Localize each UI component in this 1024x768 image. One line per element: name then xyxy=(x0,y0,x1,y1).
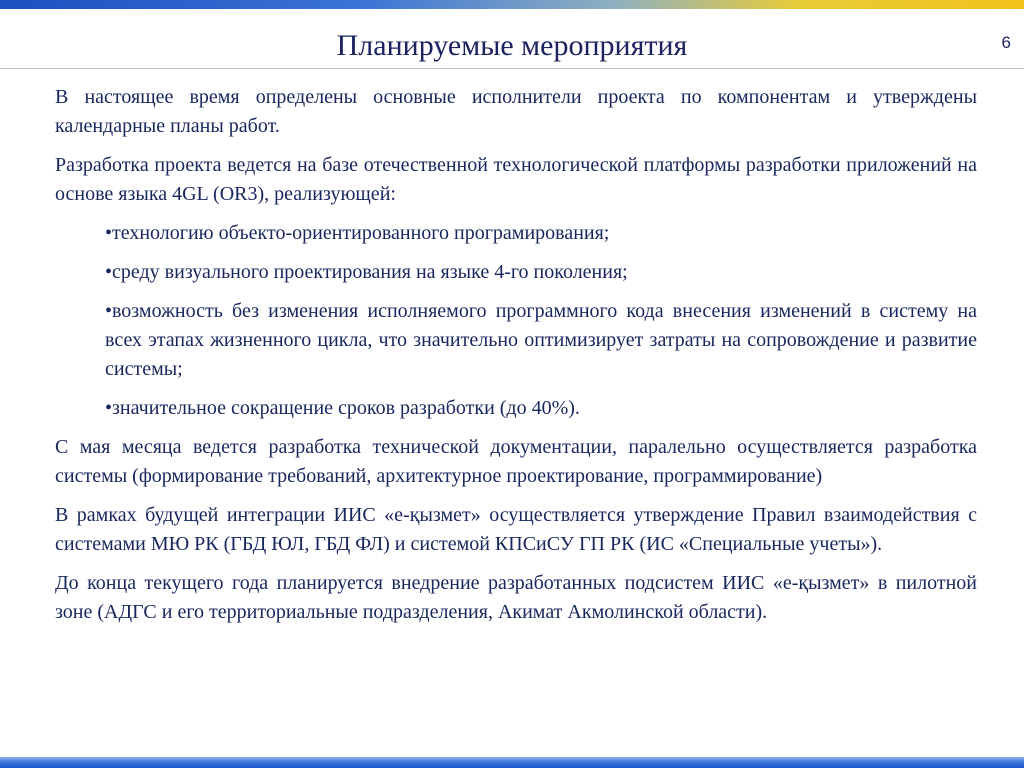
paragraph-executors: В настоящее время определены основные исполнители проекта по компонентам и утверждены календарные планы работ. xyxy=(55,86,977,137)
slide-title: Планируемые мероприятия xyxy=(336,29,688,62)
paragraph-pilot: До конца текущего года планируется внедрение разработанных подсистем ИИС «е-қызмет» в пилотной зоне (АДГС и его территориальные подразделения, Акимат Акмолинской области). xyxy=(55,572,977,623)
bullet-item: •среду визуального проектирования на языке 4-го поколения; xyxy=(105,261,628,283)
bullet-item: •возможность без изменения исполняемого программного кода внесения изменений в систему на всех этапах жизненного цикла, что значительно оптимизирует затраты на сопровождение и развитие системы; xyxy=(105,300,977,380)
slide-body xyxy=(55,83,977,637)
bottom-decorative-stripe xyxy=(0,757,1024,768)
page-number: 6 xyxy=(1001,33,1011,52)
bullet-item: •значительное сокращение сроков разработки (до 40%). xyxy=(105,397,580,419)
bullet-item: •технологию объекто-ориентированного програмирования; xyxy=(105,222,610,244)
title-divider xyxy=(0,68,1024,69)
paragraph-integration: В рамках будущей интеграции ИИС «е-қызмет» осуществляется утверждение Правил взаимодействия с системами МЮ РК (ГБД ЮЛ, ГБД ФЛ) и системой КПСиСУ ГП РК (ИС «Специальные учеты»). xyxy=(55,504,977,555)
paragraph-documentation: С мая месяца ведется разработка технической документации, паралельно осуществляется разработка системы (формирование требований, архитектурное проектирование, программирование) xyxy=(55,436,977,487)
paragraph-platform: Разработка проекта ведется на базе отечественной технологической платформы разработки приложений на основе языка 4GL (OR3), реализующей: xyxy=(55,154,977,205)
top-decorative-stripe xyxy=(0,0,1024,9)
